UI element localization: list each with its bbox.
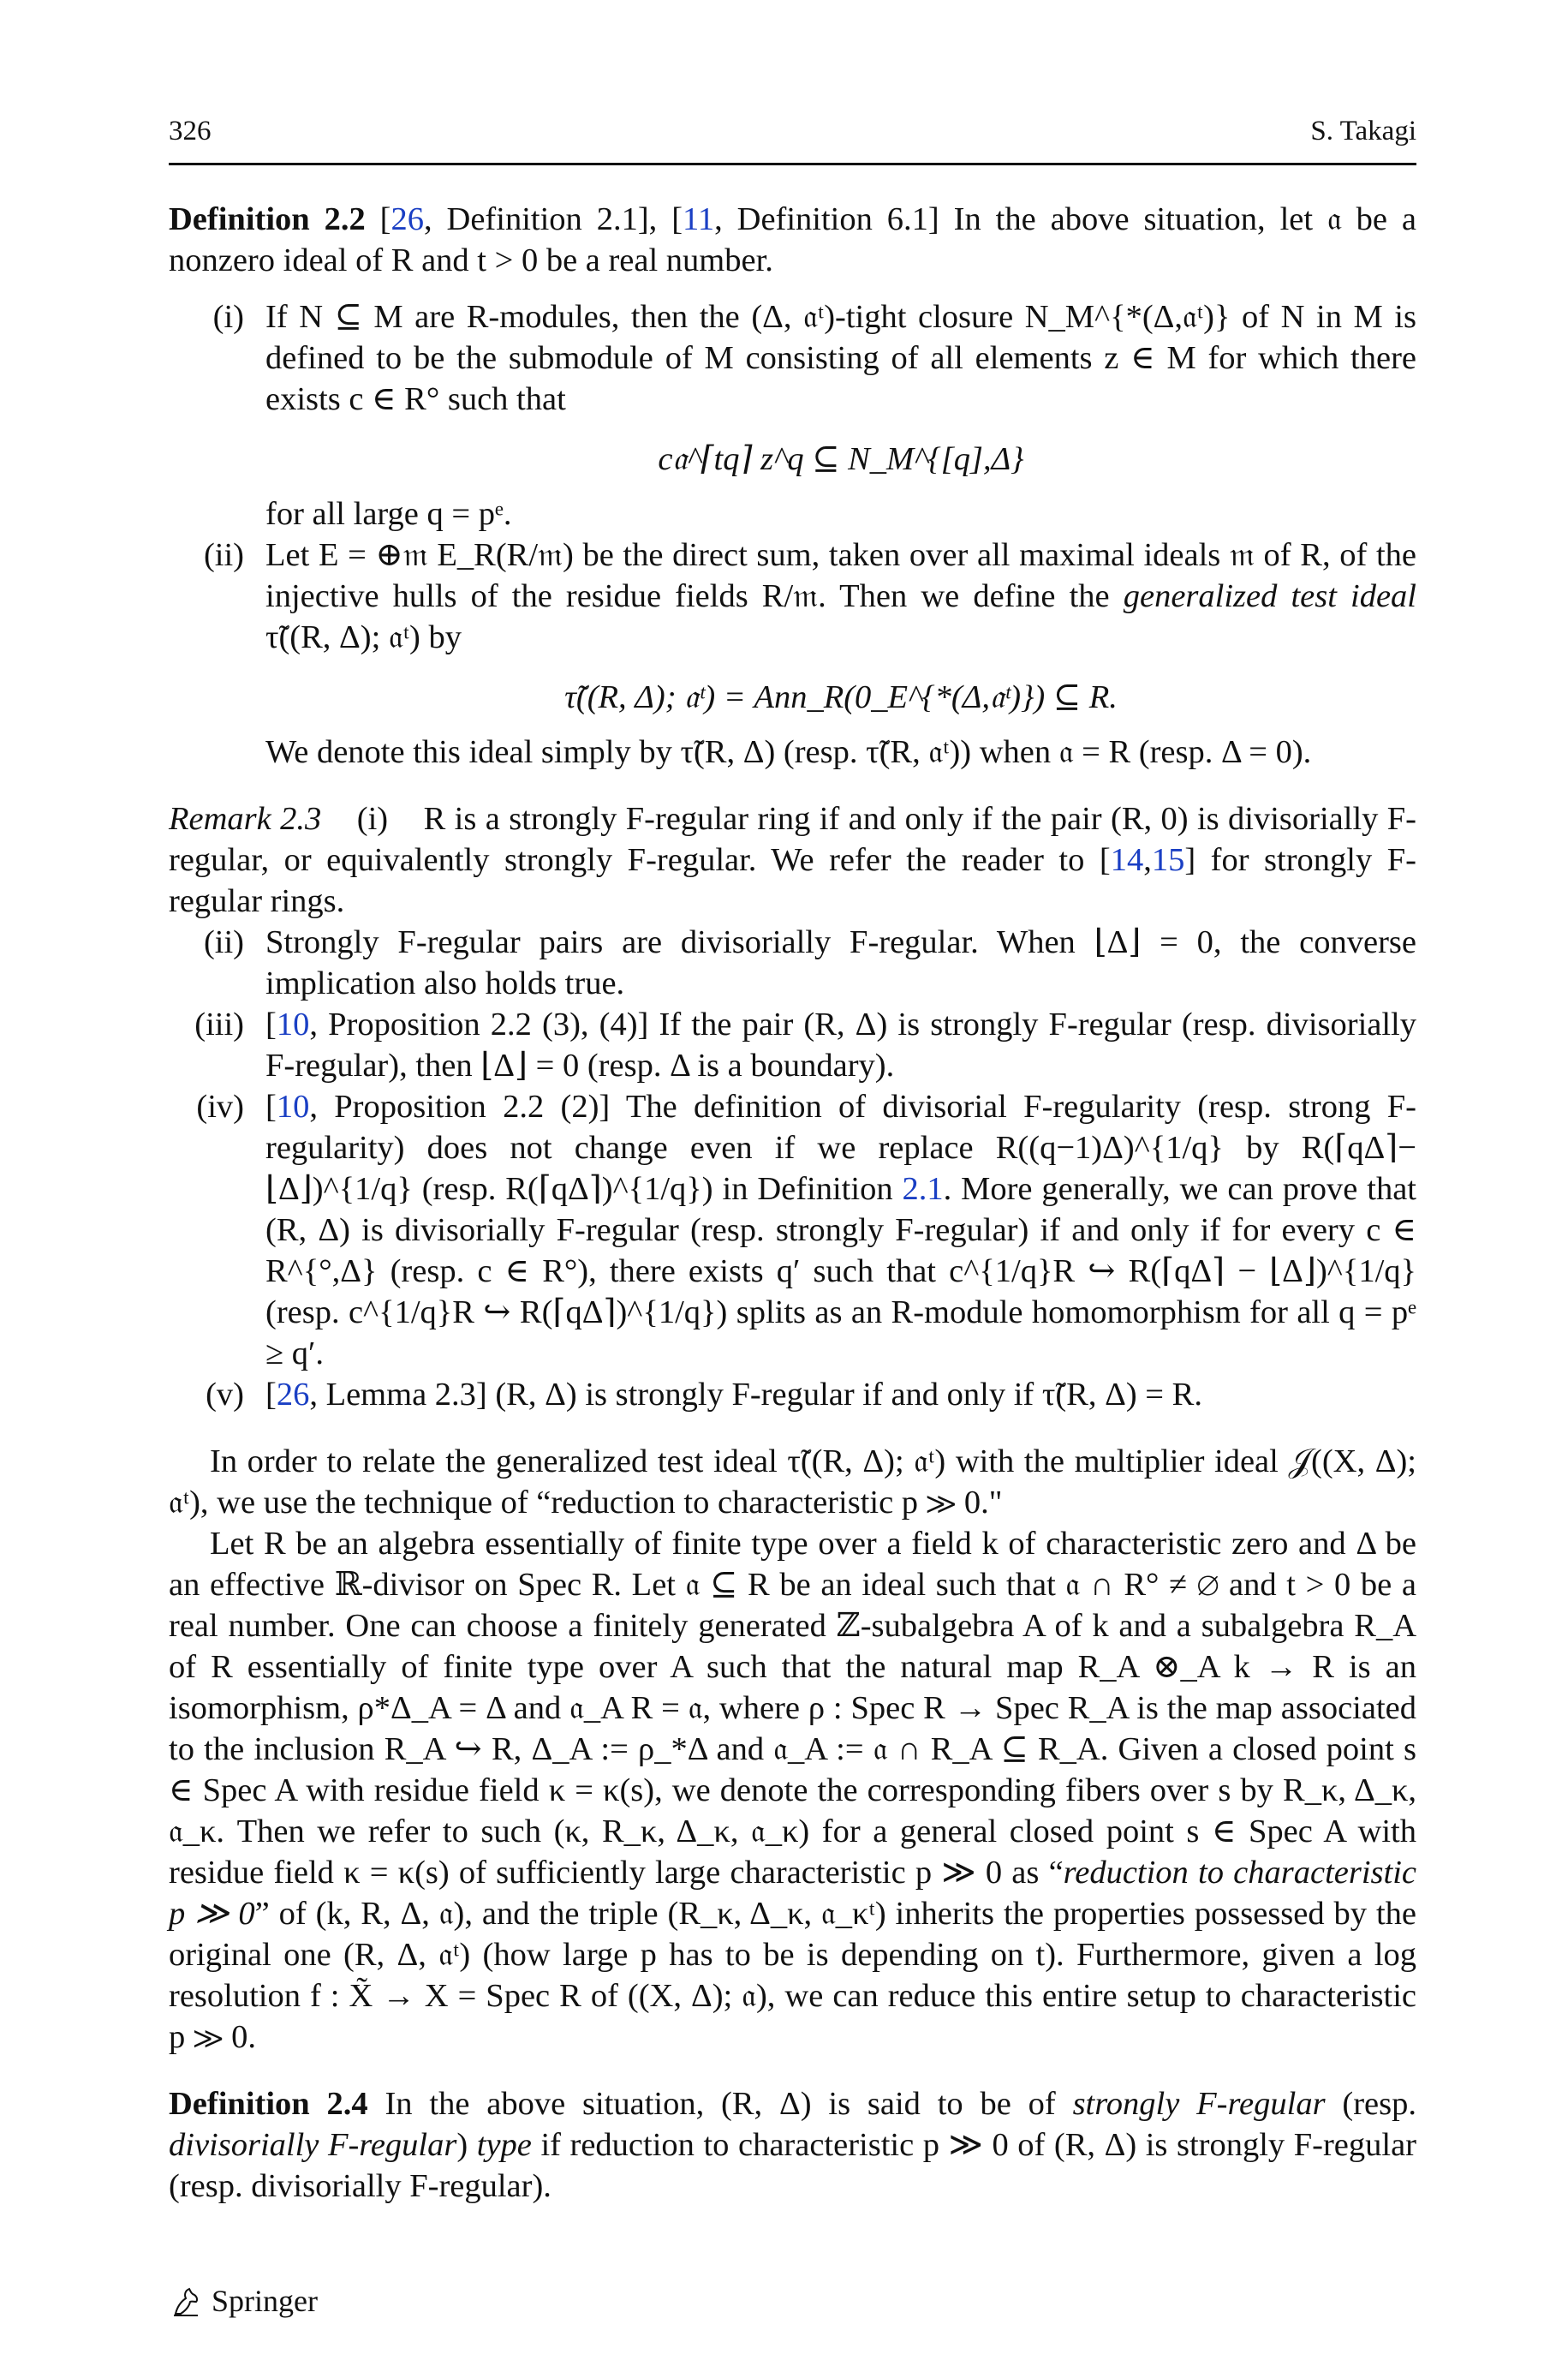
item-text: Let E = ⊕𝔪 E_R(R/𝔪) be the direct sum, taken over all maximal ideals 𝔪 of R, of the injective hulls of the residue fields R/𝔪. Then we define the generalized test ideal τ̃((R, Δ); 𝔞ᵗ) by [265,537,1416,655]
springer-horse-icon [169,2283,205,2319]
publisher-footer [169,2283,318,2319]
cross-reference-link[interactable]: 2.1 [902,1171,944,1207]
definition-title: Definition 2.2 [169,201,366,237]
list-item: (v) [26, Lemma 2.3] (R, Δ) is strongly F-regular if and only if τ̃(R, Δ) = R. [206,1377,1202,1413]
display-equation: τ̃((R, Δ); 𝔞ᵗ) = Ann_R(0_E^{*(Δ,𝔞ᵗ)}) ⊆ R. [564,679,1118,715]
item-text: If N ⊆ M are R-modules, then the (Δ, 𝔞ᵗ)-tight closure N_M^{*(Δ,𝔞ᵗ)} of N in M is defined to be the submodule of M consisting of all elements z ∈ M for which there exists c ∈ R° such that [265,299,1416,417]
remark-title: Remark 2.3 [169,801,322,837]
citation-link[interactable]: 10 [276,1007,310,1043]
running-author: S. Takagi [1310,116,1416,146]
running-header [169,103,1416,163]
citation-link[interactable]: 26 [276,1377,310,1413]
definition-title: Definition 2.4 [169,2086,368,2122]
list-item: (iii) [10, Proposition 2.2 (3), (4)] If the pair (R, Δ) is strongly F-regular (resp. divisorially F-regular), then ⌊Δ⌋ = 0 (resp. Δ is a boundary). [194,1007,1416,1084]
list-item: (ii) Strongly F-regular pairs are divisorially F-regular. When ⌊Δ⌋ = 0, the converse implication also holds true. [203,924,1416,1001]
citation-link[interactable]: 15 [1151,842,1185,878]
list-item: (iv) [10, Proposition 2.2 (2)] The definition of divisorial F-regularity (resp. strong F-regularity) does not change even if we replace R((q−1)Δ)^{1/q} by R(⌈qΔ⌉−⌊Δ⌋)^{1/q} (resp. R(⌈qΔ⌉)^{1/q}) in Definition 2.1. More generally, we can prove that (R, Δ) is divisorially F-regular (resp. strongly F-regular) if and only if for every c ∈ R^{°,Δ} (resp. c ∈ R°), there exists q′ such that c^{1/q}R ↪ R(⌈qΔ⌉ − ⌊Δ⌋)^{1/q} (resp. c^{1/q}R ↪ R(⌈qΔ⌉)^{1/q}) splits as an R-module homomorphism for all q = pᵉ ≥ q′. [196,1089,1416,1371]
list-item: (i) If N ⊆ M are R-modules, then the (Δ, 𝔞ᵗ)-tight closure N_M^{*(Δ,𝔞ᵗ)} of N in M is defined to be the submodule of M consisting of all elements z ∈ M for which there exists c ∈ R° such that c𝔞^⌈tq⌉ z^q ⊆ N_M^{[q],Δ} for all large q = pᵉ. [169,296,1416,535]
display-equation: c𝔞^⌈tq⌉ z^q ⊆ N_M^{[q],Δ} [658,441,1024,477]
paragraph: In order to relate the generalized test ideal τ̃((R, Δ); 𝔞ᵗ) with the multiplier ideal 𝒥((X, Δ); 𝔞ᵗ), we use the technique of “reduction to characteristic p ≫ 0." [169,1443,1416,1521]
publisher-name: Springer [212,2284,318,2318]
citation-link[interactable]: 10 [276,1089,310,1125]
citation-link[interactable]: 26 [391,201,424,237]
paragraph: Let R be an algebra essentially of finite type over a field k of characteristic zero and Δ be an effective ℝ-divisor on Spec R. Let 𝔞 ⊆ R be an ideal such that 𝔞 ∩ R° ≠ ∅ and t > 0 be a real number. One can choose a finitely generated ℤ-subalgebra A of k and a subalgebra R_A of R essentially of finite type over A such that the natural map R_A ⊗_A k → R is an isomorphism, ρ*Δ_A = Δ and 𝔞_A R = 𝔞, where ρ : Spec R → Spec R_A is the map associated to the inclusion R_A ↪ R, Δ_A := ρ_*Δ and 𝔞_A := 𝔞 ∩ R_A ⊆ R_A. Given a closed point s ∈ Spec A with residue field κ = κ(s), we denote the corresponding fibers over s by R_κ, Δ_κ, 𝔞_κ. Then we refer to such (κ, R_κ, Δ_κ, 𝔞_κ) for a general closed point s ∈ Spec A with residue field κ = κ(s) of sufficiently large characteristic p ≫ 0 as “reduction to characteristic p ≫ 0” of (k, R, Δ, 𝔞), and the triple (R_κ, Δ_κ, 𝔞_κᵗ) inherits the properties possessed by the original one (R, Δ, 𝔞ᵗ) (how large p has to be is depending on t). Furthermore, given a log resolution f : X̃ → X = Spec R of ((X, Δ); 𝔞), we can reduce this entire setup to characteristic p ≫ 0. [169,1526,1417,2055]
citation-link[interactable]: 14 [1110,842,1144,878]
remark-2-3: Remark 2.3 (i) R is a strongly F-regular ring if and only if the pair (R, 0) is divisorially F-regular, or equivalently strongly F-regular. We refer the reader to [14,15] for strongly F-regular rings. (ii) Strongly F-regular pairs are divisorially F-regular. When ⌊Δ⌋ = 0, the converse implication also holds true. (iii) [10, Proposition 2.2 (3), (4)] If the pair (R, Δ) is strongly F-regular (resp. divisorially F-regular), then ⌊Δ⌋ = 0 (resp. Δ is a boundary). (iv) [10, Proposition 2.2 (2)] The definition of divisorial F-regularity (resp. strong F-regularity) does not change even if we replace R((q−1)Δ)^{1/q} by R(⌈qΔ⌉−⌊Δ⌋)^{1/q} (resp. R(⌈qΔ⌉)^{1/q}) in Definition 2.1. More generally, we can prove that (R, Δ) is divisorially F-regular (resp. strongly F-regular) if and only if for every c ∈ R^{°,Δ} (resp. c ∈ R°), there exists q′ such that c^{1/q}R ↪ R(⌈qΔ⌉ − ⌊Δ⌋)^{1/q} (resp. c^{1/q}R ↪ R(⌈qΔ⌉)^{1/q}) splits as an R-module homomorphism for all q = pᵉ ≥ q′. (v) [26, Lemma 2.3] (R, Δ) is strongly F-regular if and only if τ̃(R, Δ) = R. [169,798,1416,1415]
defined-term: generalized test ideal [1123,578,1416,614]
body-text [169,199,1416,2207]
definition-2-2: Definition 2.2 [26, Definition 2.1], [11, Definition 6.1] In the above situation, let 𝔞 be a nonzero ideal of R and t > 0 be a real number. [169,201,1416,278]
page-number: 326 [169,116,212,146]
page [169,103,1416,2207]
list-item: (ii) Let E = ⊕𝔪 E_R(R/𝔪) be the direct sum, taken over all maximal ideals 𝔪 of R, of the injective hulls of the residue fields R/𝔪. Then we define the generalized test ideal τ̃((R, Δ); 𝔞ᵗ) by τ̃((R, Δ); 𝔞ᵗ) = Ann_R(0_E^{*(Δ,𝔞ᵗ)}) ⊆ R. We denote this ideal simply by τ̃(R, Δ) (resp. τ̃(R, 𝔞ᵗ)) when 𝔞 = R (resp. Δ = 0). [169,535,1416,773]
citation-link[interactable]: 11 [683,201,715,237]
definition-2-4: Definition 2.4 In the above situation, (R, Δ) is said to be of strongly F-regular (resp. divisorially F-regular) type if reduction to characteristic p ≫ 0 of (R, Δ) is strongly F-regular (resp. divisorially F-regular). [169,2086,1417,2204]
header-rule [169,163,1416,165]
